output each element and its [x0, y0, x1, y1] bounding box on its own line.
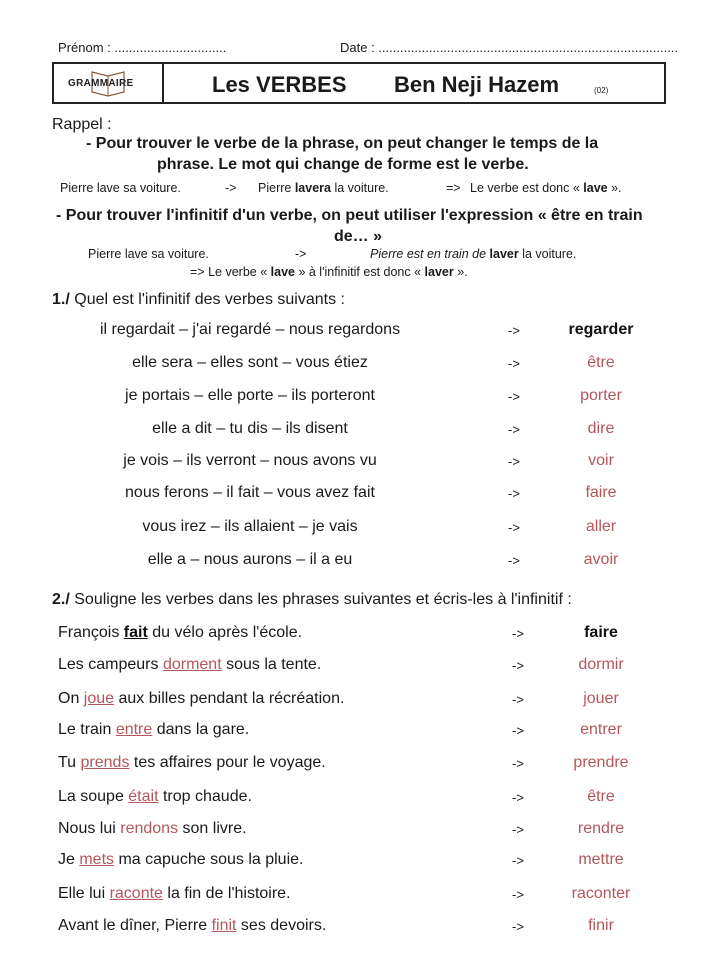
ex1-answer: porter — [580, 387, 622, 404]
example1-c: Le verbe est donc « lave ». — [470, 181, 622, 195]
ex1-answer: aller — [585, 518, 617, 535]
example2-arrow: -> — [295, 247, 307, 261]
ex1-arrow: -> — [508, 323, 520, 338]
ex1-forms: il regardait – j'ai regardé – nous regardons — [99, 321, 401, 338]
ex2-arrow: -> — [512, 919, 524, 934]
ex2-arrow: -> — [512, 887, 524, 902]
ex2-answer: raconter — [571, 885, 631, 902]
ex2-arrow: -> — [512, 658, 524, 673]
ex2-sentence: Avant le dîner, Pierre finit ses devoirs. — [58, 917, 327, 934]
ex2-arrow: -> — [512, 626, 524, 641]
ex1-forms: vous irez – ils allaient – je vais — [142, 518, 358, 535]
ex2-arrow: -> — [512, 756, 524, 771]
ex2-sentence: François fait du vélo après l'école. — [58, 624, 303, 641]
ex1-answer: dire — [587, 420, 615, 437]
ex1-forms: je vois – ils verront – nous avons vu — [123, 452, 377, 469]
underlined-verb: fait — [123, 624, 148, 641]
ex2-arrow: -> — [512, 790, 524, 805]
prenom-field: Prénom : ............................... — [58, 40, 227, 55]
ex2-answer: faire — [584, 624, 618, 641]
ex1-answer: voir — [588, 452, 614, 469]
ex1-forms: je portais – elle porte – ils porteront — [125, 387, 375, 404]
author-name: Ben Neji Hazem — [394, 72, 560, 97]
underlined-verb: entre — [115, 721, 153, 738]
ex2-arrow: -> — [512, 692, 524, 707]
example1-b: Pierre lavera la voiture. — [258, 181, 389, 195]
ex2-answer: entrer — [580, 721, 622, 738]
exercise2-heading: 2./ Souligne les verbes dans les phrases suivantes et écris-les à l'infinitif : — [52, 591, 572, 608]
ex2-sentence: La soupe était trop chaude. — [58, 788, 252, 805]
underlined-verb: prends — [80, 754, 130, 771]
ex1-forms: elle a dit – tu dis – ils disent — [152, 420, 348, 437]
ex1-arrow: -> — [508, 553, 520, 568]
example1-arrow: -> — [225, 181, 237, 195]
underlined-verb: finit — [211, 917, 237, 934]
ex1-arrow: -> — [508, 520, 520, 535]
ex2-answer: être — [587, 788, 615, 805]
ex2-sentence: Elle lui raconte la fin de l'histoire. — [58, 885, 291, 902]
underlined-verb: mets — [79, 851, 115, 868]
ex2-sentence: Le train entre dans la gare. — [58, 721, 250, 738]
logo-text: GRAMMAIRE — [68, 78, 134, 89]
ex1-forms: elle a – nous aurons – il a eu — [147, 551, 353, 568]
ex2-arrow: -> — [512, 822, 524, 837]
example1-a: Pierre lave sa voiture. — [60, 181, 181, 195]
underlined-verb: rendons — [120, 820, 179, 837]
ex2-answer: dormir — [578, 656, 624, 673]
ex1-arrow: -> — [508, 389, 520, 404]
underlined-verb: dorment — [162, 656, 222, 673]
exercise1-heading: 1./ Quel est l'infinitif des verbes suivants : — [52, 291, 345, 308]
ex2-arrow: -> — [512, 723, 524, 738]
ex2-answer: finir — [588, 917, 614, 934]
ex2-arrow: -> — [512, 853, 524, 868]
ex1-arrow: -> — [508, 454, 520, 469]
ex2-sentence: Nous lui rendons son livre. — [58, 820, 247, 837]
rule1-line2: phrase. Le mot qui change de forme est le verbe. — [157, 156, 529, 173]
ex1-answer: faire — [585, 484, 617, 501]
ex1-forms: nous ferons – il fait – vous avez fait — [125, 484, 375, 501]
rule2-line1: - Pour trouver l'infinitif d'un verbe, on peut utiliser l'expression « être en train — [56, 207, 643, 224]
example1-arrow2: => — [446, 181, 461, 195]
rule1-line1: - Pour trouver le verbe de la phrase, on peut changer le temps de la — [86, 135, 599, 152]
ex2-sentence: Les campeurs dorment sous la tente. — [58, 656, 322, 673]
ex2-sentence: Tu prends tes affaires pour le voyage. — [58, 754, 326, 771]
rule2-line2: de… » — [334, 228, 383, 245]
rappel-label: Rappel : — [52, 116, 112, 133]
ex1-arrow: -> — [508, 422, 520, 437]
title-box — [52, 62, 666, 104]
ex1-arrow: -> — [508, 356, 520, 371]
ex1-answer: regarder — [568, 321, 634, 338]
example2-b: Pierre est en train de laver la voiture. — [370, 247, 577, 261]
underlined-verb: raconte — [109, 885, 163, 902]
ex2-answer: jouer — [583, 690, 619, 707]
ex2-answer: mettre — [578, 851, 624, 868]
ex2-answer: prendre — [573, 754, 629, 771]
ex2-sentence: Je mets ma capuche sous la pluie. — [58, 851, 304, 868]
ex2-sentence: On joue aux billes pendant la récréation. — [58, 690, 345, 707]
ex1-answer: avoir — [583, 551, 619, 568]
example2-a: Pierre lave sa voiture. — [88, 247, 209, 261]
author-code: (02) — [594, 86, 609, 95]
ex1-answer: être — [587, 354, 615, 371]
date-field: Date : ................................................................................... — [340, 40, 679, 55]
ex1-forms: elle sera – elles sont – vous étiez — [132, 354, 368, 371]
ex2-answer: rendre — [577, 820, 625, 837]
underlined-verb: joue — [83, 690, 115, 707]
underlined-verb: était — [128, 788, 159, 805]
ex1-arrow: -> — [508, 486, 520, 501]
grammaire-logo — [54, 64, 164, 102]
page-title: Les VERBES — [212, 72, 347, 97]
example2-c: => Le verbe « lave » à l'infinitif est donc « laver ». — [190, 265, 468, 279]
